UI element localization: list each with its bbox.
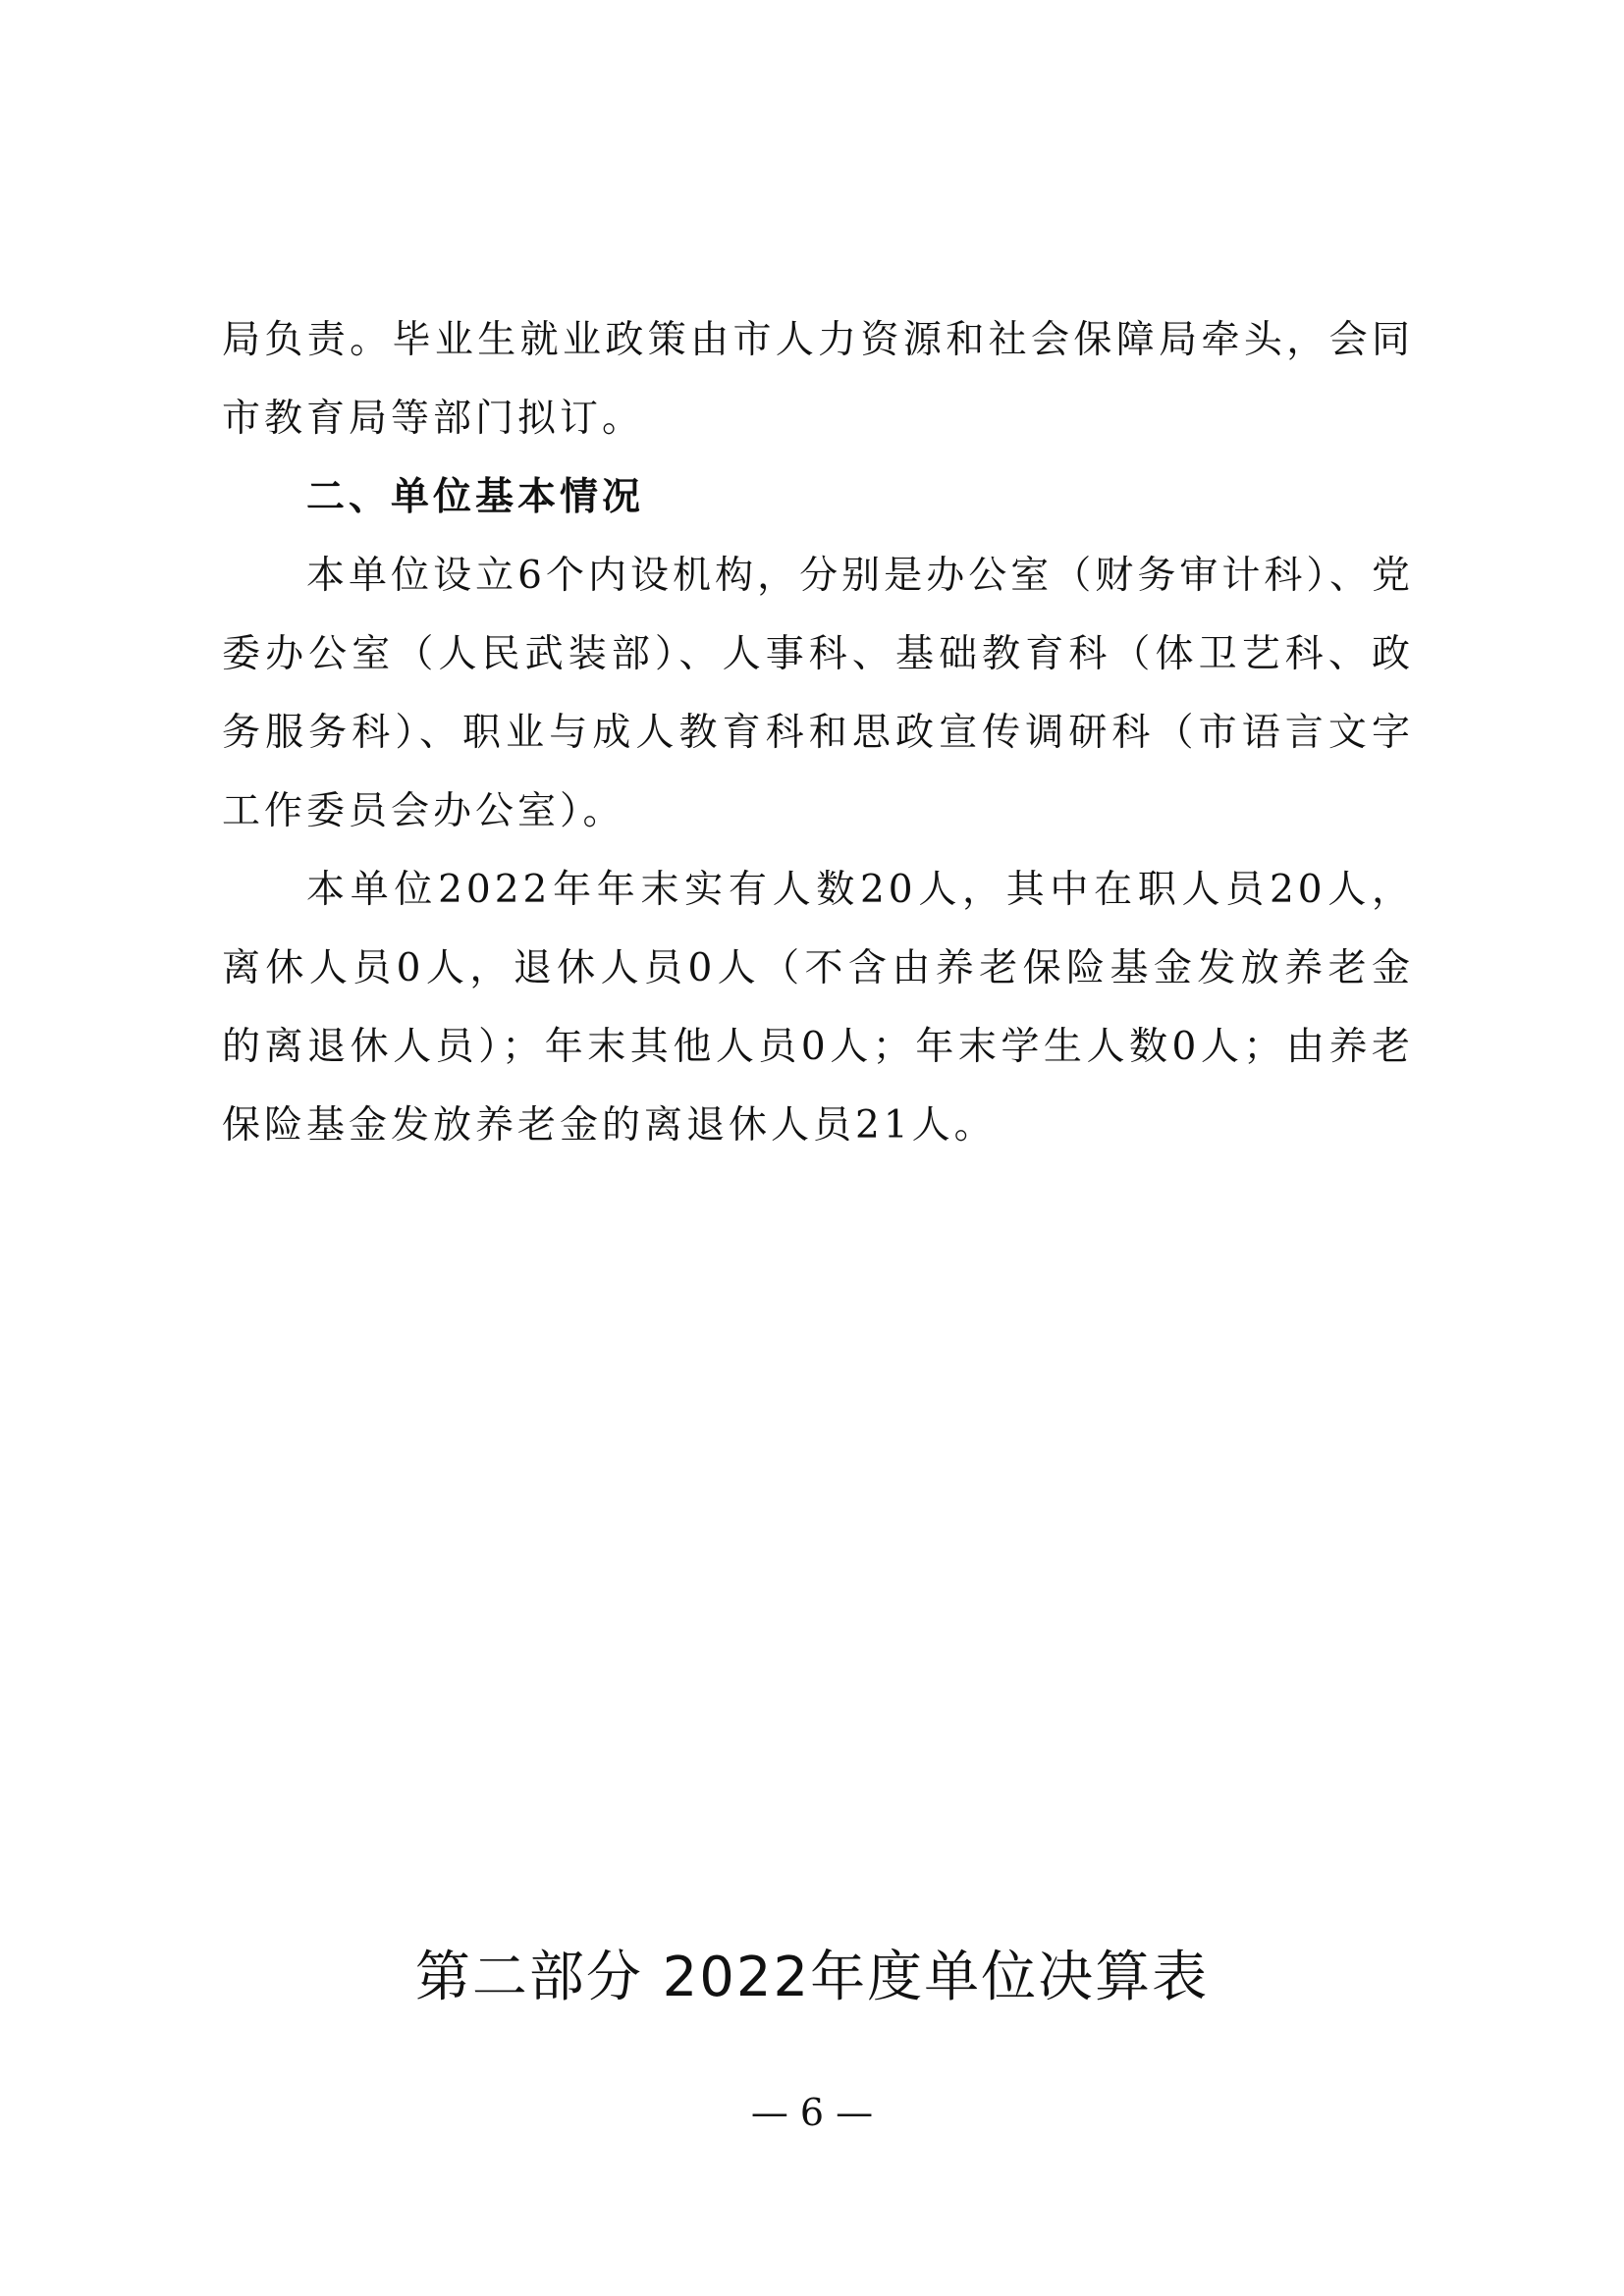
section-heading: 二、单位基本情况	[306, 475, 645, 519]
body-text	[222, 301, 1414, 1165]
continuation-paragraph: 局负责。毕业生就业政策由市人力资源和社会保障局牵头，会同市教育局等部门拟订。	[222, 318, 1414, 441]
page-number: — 6 —	[750, 2091, 874, 2134]
staffing-paragraph: 本单位2022年年末实有人数20人，其中在职人员20人，离休人员0人，退休人员0人（不含由养老保险基金发放养老金的离退休人员）；年末其他人员0人；年末学生人数0人；由养老保险基金发放养老金的离退休人员21人。	[222, 868, 1414, 1148]
part-title: 第二部分 2022年度单位决算表	[414, 1946, 1210, 2009]
organization-paragraph: 本单位设立6个内设机构，分别是办公室（财务审计科）、党委办公室（人民武装部）、人事科、基础教育科（体卫艺科、政务服务科）、职业与成人教育科和思政宣传调研科（市语言文字工作委员会办公室）。	[222, 554, 1414, 833]
